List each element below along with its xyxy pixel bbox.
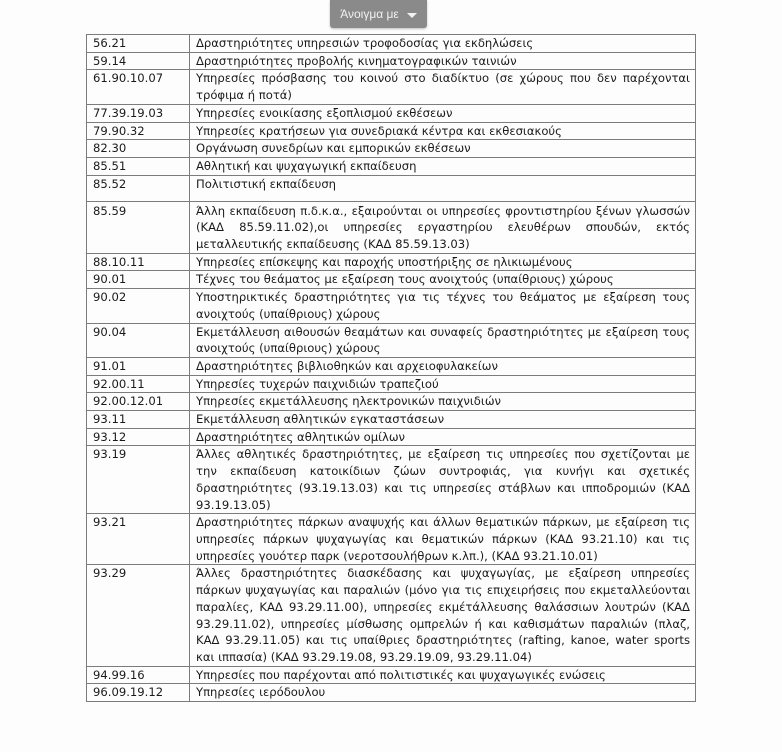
table-row <box>87 122 696 140</box>
description-cell: Οργάνωση συνεδρίων και εμπορικών εκθέσεων <box>190 140 696 158</box>
table-row <box>87 411 696 429</box>
code-cell: 59.14 <box>87 52 190 70</box>
description-cell: Υπηρεσίες κρατήσεων για συνεδριακά κέντρα και εκθεσιακούς <box>190 122 696 140</box>
description-cell: Εκμετάλλευση αιθουσών θεαμάτων και συναφείς δραστηριότητες με εξαίρεση τους ανοιχτούς (υπαίθριους) χώρους <box>190 323 696 357</box>
table-row <box>87 175 696 201</box>
code-cell: 90.02 <box>87 289 190 323</box>
code-cell: 91.01 <box>87 357 190 375</box>
description-cell: Δραστηριότητες αθλητικών ομίλων <box>190 428 696 446</box>
code-cell: 85.52 <box>87 175 190 201</box>
table-row <box>87 357 696 375</box>
open-with-button[interactable] <box>330 0 427 28</box>
description-cell: Δραστηριότητες προβολής κινηματογραφικών ταινιών <box>190 52 696 70</box>
description-cell: Υπηρεσίες εκμετάλλευσης ηλεκτρονικών παιχνιδιών <box>190 393 696 411</box>
table-row <box>87 565 696 666</box>
table-row <box>87 52 696 70</box>
table-row <box>87 684 696 702</box>
table-row <box>87 666 696 684</box>
description-cell: Εκμετάλλευση αθλητικών εγκαταστάσεων <box>190 411 696 429</box>
description-cell: Αθλητική και ψυχαγωγική εκπαίδευση <box>190 157 696 175</box>
table-row <box>87 157 696 175</box>
table-row <box>87 104 696 122</box>
code-cell: 88.10.11 <box>87 253 190 271</box>
code-cell: 61.90.10.07 <box>87 70 190 104</box>
code-cell: 93.21 <box>87 514 190 565</box>
description-cell: Δραστηριότητες βιβλιοθηκών και αρχειοφυλακείων <box>190 357 696 375</box>
description-cell: Δραστηριότητες υπηρεσιών τροφοδοσίας για εκδηλώσεις <box>190 35 696 53</box>
table-row <box>87 323 696 357</box>
code-cell: 79.90.32 <box>87 122 190 140</box>
description-cell: Υπηρεσίες ιερόδουλου <box>190 684 696 702</box>
table-row <box>87 271 696 289</box>
description-cell: Άλλη εκπαίδευση π.δ.κ.α., εξαιρούνται οι υπηρεσίες φροντιστηρίου ξένων γλωσσών (ΚΑΔ 85.59.11.02),οι υπηρεσίες εργαστηρίου ελευθέρων σπουδών, εκτός μεταλλευτικής εκπαίδευσης (ΚΑΔ 85.59.13.03) <box>190 201 696 253</box>
table-row <box>87 35 696 53</box>
description-cell: Δραστηριότητες πάρκων αναψυχής και άλλων θεματικών πάρκων, με εξαίρεση τις υπηρεσίες πάρκων ψυχαγωγίας και θεματικών πάρκων (ΚΑΔ 93.21.10) και τις υπηρεσίες γουότερ παρκ (νεροτσουλήθρων κ.λπ.), (ΚΑΔ 93.21.10.01) <box>190 514 696 565</box>
table-row <box>87 514 696 565</box>
description-cell: Υπηρεσίες που παρέχονται από πολιτιστικές και ψυχαγωγικές ενώσεις <box>190 666 696 684</box>
code-cell: 92.00.12.01 <box>87 393 190 411</box>
table-row <box>87 393 696 411</box>
table-row <box>87 140 696 158</box>
code-cell: 82.30 <box>87 140 190 158</box>
table-row <box>87 446 696 514</box>
code-cell: 96.09.19.12 <box>87 684 190 702</box>
table-row <box>87 428 696 446</box>
code-cell: 94.99.16 <box>87 666 190 684</box>
code-cell: 93.29 <box>87 565 190 666</box>
activity-codes-table <box>86 34 696 702</box>
description-cell: Υπηρεσίες τυχερών παιχνιδιών τραπεζιού <box>190 375 696 393</box>
code-cell: 85.51 <box>87 157 190 175</box>
description-cell: Άλλες αθλητικές δραστηριότητες, με εξαίρεση τις υπηρεσίες που σχετίζονται με την εκπαίδευση κατοικίδιων ζώων συντροφιάς, για κυνήγι και σχετικές δραστηριότητες (93.19.13.03) και τις υπηρεσίες στάβλων και ιπποδρομιών (ΚΑΔ 93.19.13.05) <box>190 446 696 514</box>
description-cell: Τέχνες του θεάματος με εξαίρεση τους ανοιχτούς (υπαίθριους) χώρους <box>190 271 696 289</box>
code-cell: 93.19 <box>87 446 190 514</box>
table-row <box>87 253 696 271</box>
description-cell: Πολιτιστική εκπαίδευση <box>190 175 696 201</box>
table-row <box>87 201 696 253</box>
code-cell: 92.00.11 <box>87 375 190 393</box>
table-row <box>87 289 696 323</box>
code-cell: 85.59 <box>87 201 190 253</box>
code-cell: 90.01 <box>87 271 190 289</box>
description-cell: Άλλες δραστηριότητες διασκέδασης και ψυχαγωγίας, με εξαίρεση υπηρεσίες πάρκων ψυχαγωγίας και παραλιών (μόνο για τις επιχειρήσεις που εκμεταλλεύονται παραλίες, ΚΑΔ 93.29.11.00), υπηρεσίες εκμέτάλλευσης θαλάσσιων λουτρών (ΚΑΔ 93.29.11.02), υπηρεσίες μίσθωσης ομπρελών ή και καθισμάτων παραλιών (πλαζ, ΚΑΔ 93.29.11.05) και τις υπαίθριες δραστηριότητες (rafting, kanoe, water sports και ιππασία) (ΚΑΔ 93.29.19.08, 93.29.19.09, 93.29.11.04) <box>190 565 696 666</box>
code-cell: 90.04 <box>87 323 190 357</box>
chevron-down-icon <box>407 13 417 18</box>
code-cell: 93.11 <box>87 411 190 429</box>
open-with-label: Άνοιγμα με <box>340 7 399 21</box>
description-cell: Υποστηρικτικές δραστηριότητες για τις τέχνες του θεάματος με εξαίρεση τους ανοιχτούς (υπαίθριους) χώρους <box>190 289 696 323</box>
description-cell: Υπηρεσίες επίσκεψης και παροχής υποστήριξης σε ηλικιωμένους <box>190 253 696 271</box>
description-cell: Υπηρεσίες πρόσβασης του κοινού στο διαδίκτυο (σε χώρους που δεν παρέχονται τρόφιμα ή ποτά) <box>190 70 696 104</box>
table-row <box>87 375 696 393</box>
description-cell: Υπηρεσίες ενοικίασης εξοπλισμού εκθέσεων <box>190 104 696 122</box>
code-cell: 77.39.19.03 <box>87 104 190 122</box>
table-row <box>87 70 696 104</box>
code-cell: 93.12 <box>87 428 190 446</box>
code-cell: 56.21 <box>87 35 190 53</box>
